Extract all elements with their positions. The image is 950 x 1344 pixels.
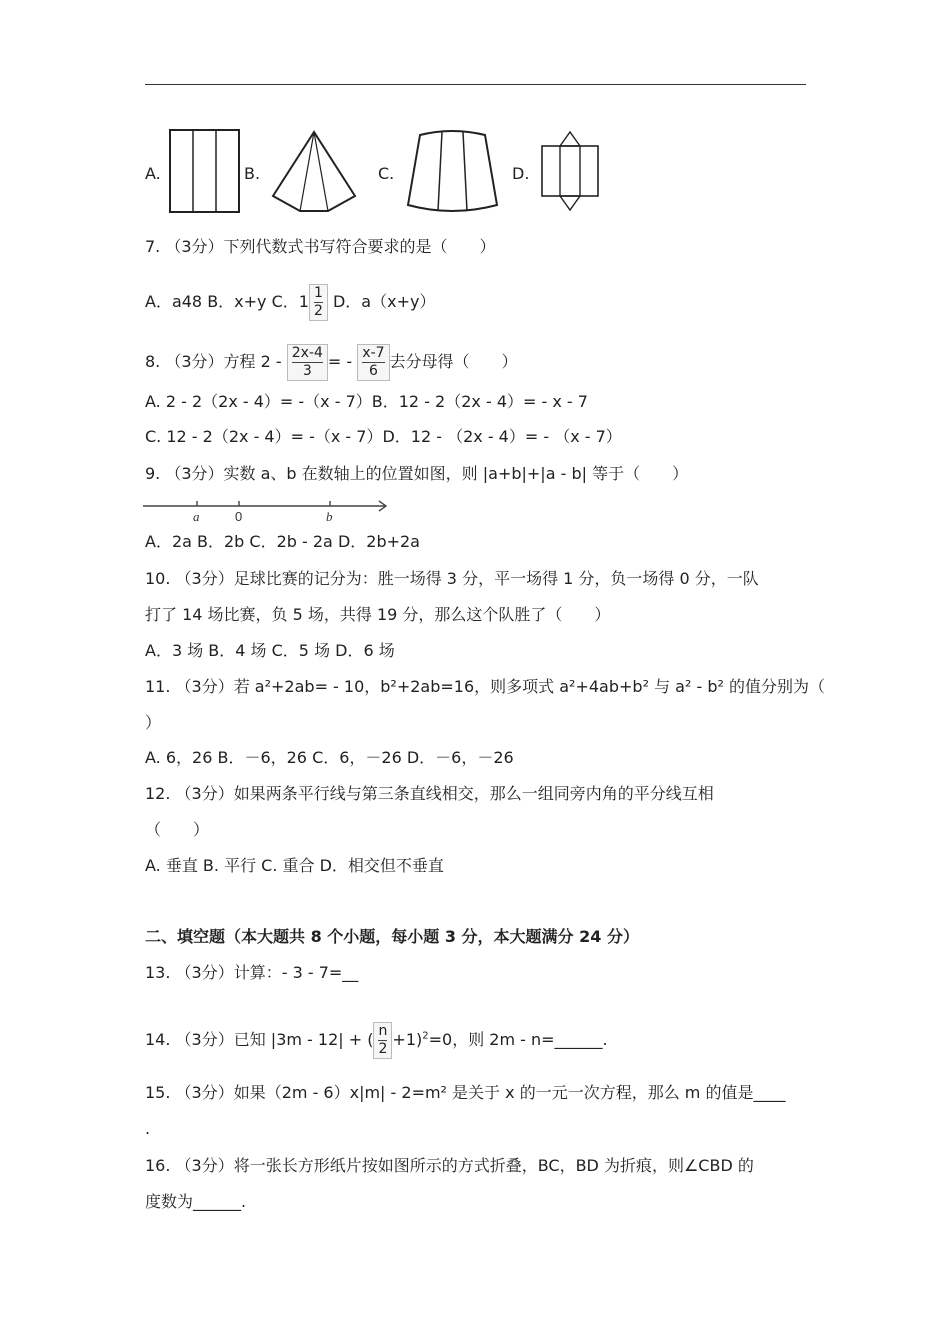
q12-stem-line-1: 12. （3分）如果两条平行线与第三条直线相交，那么一组同旁内角的平分线互相: [145, 784, 714, 803]
q8-options-line-2: C. 12 - 2（2x - 4）= -（x - 7）D．12 - （2x - 4）= - （x - 7）: [145, 427, 622, 446]
header-rule: [145, 84, 806, 85]
q15-stem-line-1: 15. （3分）如果（2m - 6）x|m| - 2=m² 是关于 x 的一元一次方程，那么 m 的值是____: [145, 1083, 786, 1102]
q12-stem-line-2: （ ）: [145, 820, 210, 839]
q7-fraction: $\frac{1}{2}$: [309, 284, 328, 321]
q13-text: 13. （3分）计算：- 3 - 7=__: [145, 963, 359, 982]
q9-options: A．2a B．2b C．2b - 2a D．2b+2a: [145, 532, 420, 551]
q12-options: A. 垂直 B. 平行 C. 重合 D．相交但不垂直: [145, 856, 444, 875]
q6-figure-d: [540, 129, 600, 214]
q11-stem-line-1: 11. （3分）若 a²+2ab= - 10，b²+2ab=16，则多项式 a²+4ab+b² 与 a² - b² 的值分别为（: [145, 677, 825, 696]
q6-figure-a: [169, 129, 241, 214]
q6-option-b-label: B.: [244, 164, 261, 183]
q6-option-c-label: C.: [378, 164, 395, 183]
q7-stem: 7. （3分）下列代数式书写符合要求的是（ ）: [145, 237, 496, 256]
q15-stem-line-2: .: [145, 1119, 151, 1138]
q16-stem-line-2: 度数为______.: [145, 1192, 247, 1211]
q9-number-line: [143, 494, 391, 524]
q8-fraction-1: $\frac{2x-4}{3}$: [287, 344, 328, 381]
q7-options-pre: A．a48 B．x+y C．1: [145, 292, 309, 311]
q6-option-d-label: D.: [512, 164, 530, 183]
q7-options-post: D．a（x+y）: [327, 292, 436, 311]
q6-option-a-label: A.: [145, 164, 161, 183]
q8-stem: 8. （3分）方程 2 - $\frac{2x-4}{3}$ = - $\frac{x-7}{6}$ 去分母得（ ）: [145, 345, 518, 379]
q10-stem-line-1: 10. （3分）足球比赛的记分为：胜一场得 3 分，平一场得 1 分，负一场得 0 分，一队: [145, 569, 759, 588]
q9-label-0: 0: [235, 509, 243, 524]
q14-fraction: $\frac{n}{2}$: [373, 1022, 392, 1059]
q9-stem: 9. （3分）实数 a、b 在数轴上的位置如图，则 |a+b|+|a - b| 等于（ ）: [145, 464, 689, 483]
q9-label-a: a: [193, 509, 200, 524]
q8-fraction-2: $\frac{x-7}{6}$: [357, 344, 389, 381]
q8-options-line-1: A. 2 - 2（2x - 4）= -（x - 7）B．12 - 2（2x - 4）= - x - 7: [145, 392, 588, 411]
q10-options: A．3 场 B．4 场 C．5 场 D．6 场: [145, 641, 395, 660]
q11-options: A. 6，26 B．－6，26 C．6，－26 D．－6，－26: [145, 748, 514, 767]
q9-label-b: b: [326, 509, 333, 524]
q16-stem-line-1: 16. （3分）将一张长方形纸片按如图所示的方式折叠，BC，BD 为折痕，则∠CBD 的: [145, 1156, 754, 1175]
q11-stem-line-2: ）: [145, 713, 162, 732]
q10-stem-line-2: 打了 14 场比赛，负 5 场，共得 19 分，那么这个队胜了（ ）: [145, 605, 611, 624]
section-2-title: 二、填空题（本大题共 8 个小题，每小题 3 分，本大题满分 24 分）: [145, 927, 639, 946]
q14-text: 14. （3分）已知 |3m - 12| + ( $\frac{n}{2}$ +1)$^2$=0，则 2m - n=______.: [145, 1023, 608, 1057]
q7-options: [145, 284, 435, 321]
q6-figure-c: [405, 129, 500, 214]
q6-figure-b: [270, 129, 358, 214]
